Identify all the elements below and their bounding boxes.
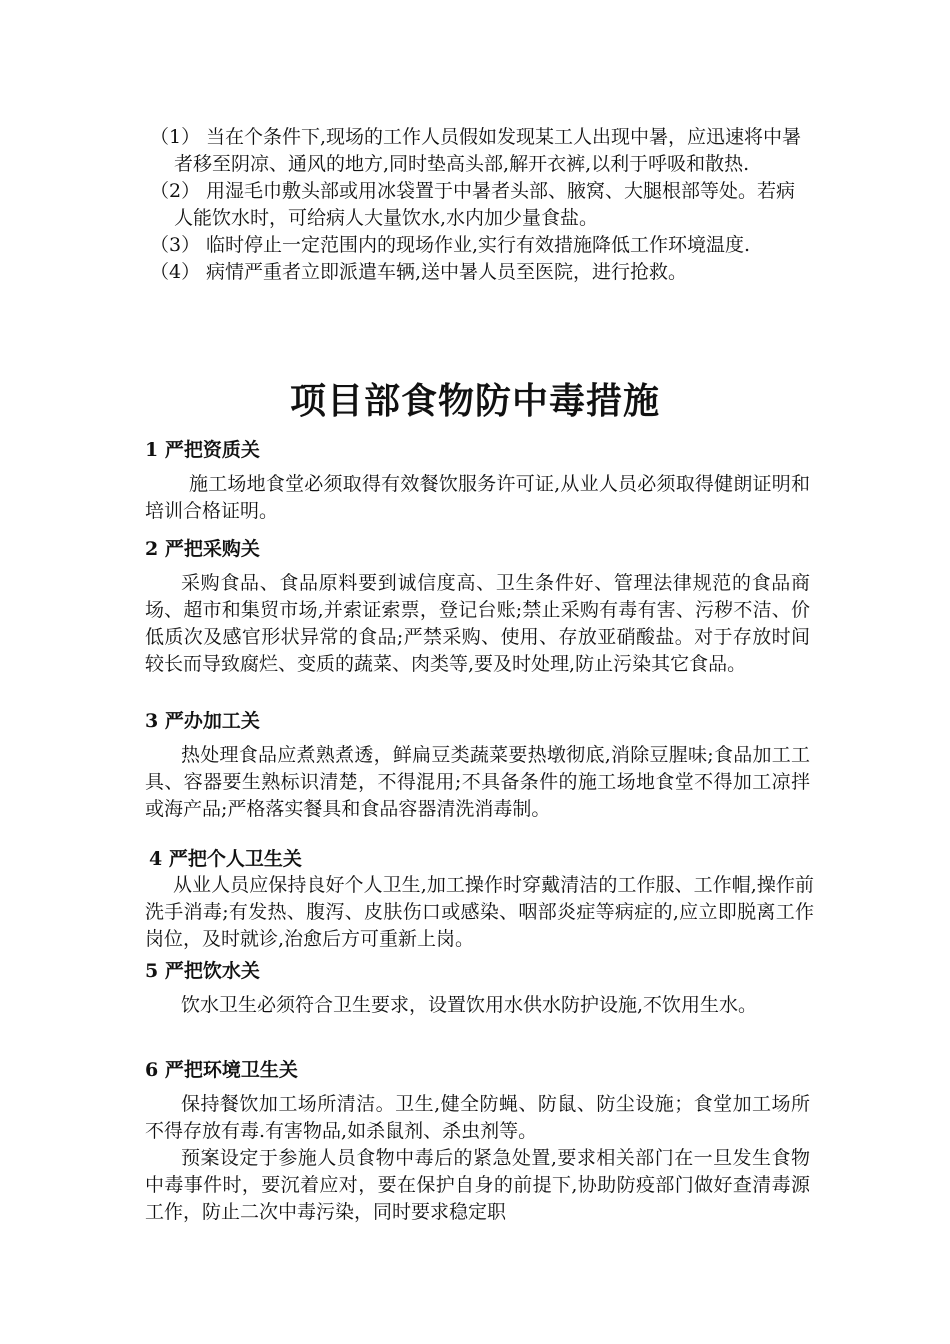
section-heading: 2 严把采购关 bbox=[145, 538, 260, 560]
section-personal-hygiene bbox=[145, 846, 814, 953]
section-heading: 4 严把个人卫生关 bbox=[149, 848, 302, 870]
section-environment bbox=[145, 1057, 810, 1226]
section-paragraph: 施工场地食堂必须取得有效餐饮服务许可证,从业人员必须取得健朗证明和培训合格证明。 bbox=[145, 473, 810, 522]
list-item-text: 当在个条件下,现场的工作人员假如发现某工人出现中暑，应迅速将中暑者移至阴凉、通风的地方,同时垫高头部,解开衣裤,以利于呼吸和散热. bbox=[174, 126, 802, 175]
section-heading: 3 严办加工关 bbox=[145, 710, 260, 732]
section-procurement bbox=[145, 536, 810, 678]
list-item-text: 用湿毛巾敷头部或用冰袋置于中暑者头部、腋窝、大腿根部等处。若病人能饮水时，可给病人大量饮水,水内加少量食盐。 bbox=[174, 180, 796, 229]
section-drinking-water bbox=[145, 958, 810, 1019]
list-item bbox=[150, 232, 810, 259]
list-item bbox=[150, 259, 810, 286]
list-item-text: 临时停止一定范围内的现场作业,实行有效措施降低工作环境温度. bbox=[206, 234, 751, 256]
section-heading: 6 严把环境卫生关 bbox=[145, 1059, 298, 1081]
section-paragraph: 热处理食品应煮熟煮透，鲜扁豆类蔬菜要热墩彻底,消除豆腥味;食品加工工具、容器要生熟标识清楚，不得混用;不具备条件的施工场地食堂不得加工凉拌或海产品;严格落实餐具和食品容器清洗消毒制。 bbox=[145, 744, 810, 820]
list-item-text: 病情严重者立即派遣车辆,送中暑人员至医院，进行抢救。 bbox=[206, 261, 688, 283]
section-paragraph: 饮水卫生必须符合卫生要求，设置饮用水供水防护设施,不饮用生水。 bbox=[181, 994, 758, 1016]
list-item-number: （1） bbox=[150, 126, 201, 148]
section-heading: 1 严把资质关 bbox=[145, 439, 260, 461]
section-processing bbox=[145, 708, 810, 823]
list-item bbox=[150, 178, 810, 232]
list-item-number: （3） bbox=[150, 234, 201, 256]
section-qualification bbox=[145, 437, 810, 525]
section-heading: 5 严把饮水关 bbox=[145, 960, 260, 982]
section-paragraph: 保持餐饮加工场所清洁。卫生,健全防蝇、防鼠、防尘设施；食堂加工场所不得存放有毒.有害物品,如杀鼠剂、杀虫剂等。 bbox=[145, 1093, 810, 1142]
section-paragraph: 从业人员应保持良好个人卫生,加工操作时穿戴清洁的工作服、工作帽,操作前洗手消毒;有发热、腹泻、皮肤伤口或感染、咽部炎症等病症的,应立即脱离工作岗位，及时就诊,治愈后方可重新上岗。 bbox=[145, 874, 814, 950]
list-item-number: （4） bbox=[150, 261, 201, 283]
section-paragraph: 预案设定于参施人员食物中毒后的紧急处置,要求相关部门在一旦发生食物中毒事件时，要沉着应对，要在保护自身的前提下,协助防疫部门做好查清毒源工作，防止二次中毒污染，同时要求稳定职 bbox=[145, 1147, 810, 1223]
section-paragraph: 采购食品、食品原料要到诚信度高、卫生条件好、管理法律规范的食品商场、超市和集贸市场,并索证索票，登记台账;禁止采购有毒有害、污秽不洁、价低质次及感官形状异常的食品;严禁采购、使用、存放亚硝酸盐。对于存放时间较长而导致腐烂、变质的蔬菜、肉类等,要及时处理,防止污染其它食品。 bbox=[145, 572, 810, 675]
page-title: 项目部食物防中毒措施 bbox=[289, 380, 660, 422]
heatstroke-measures-list bbox=[150, 124, 810, 286]
list-item-number: （2） bbox=[150, 180, 201, 202]
list-item bbox=[150, 124, 810, 178]
